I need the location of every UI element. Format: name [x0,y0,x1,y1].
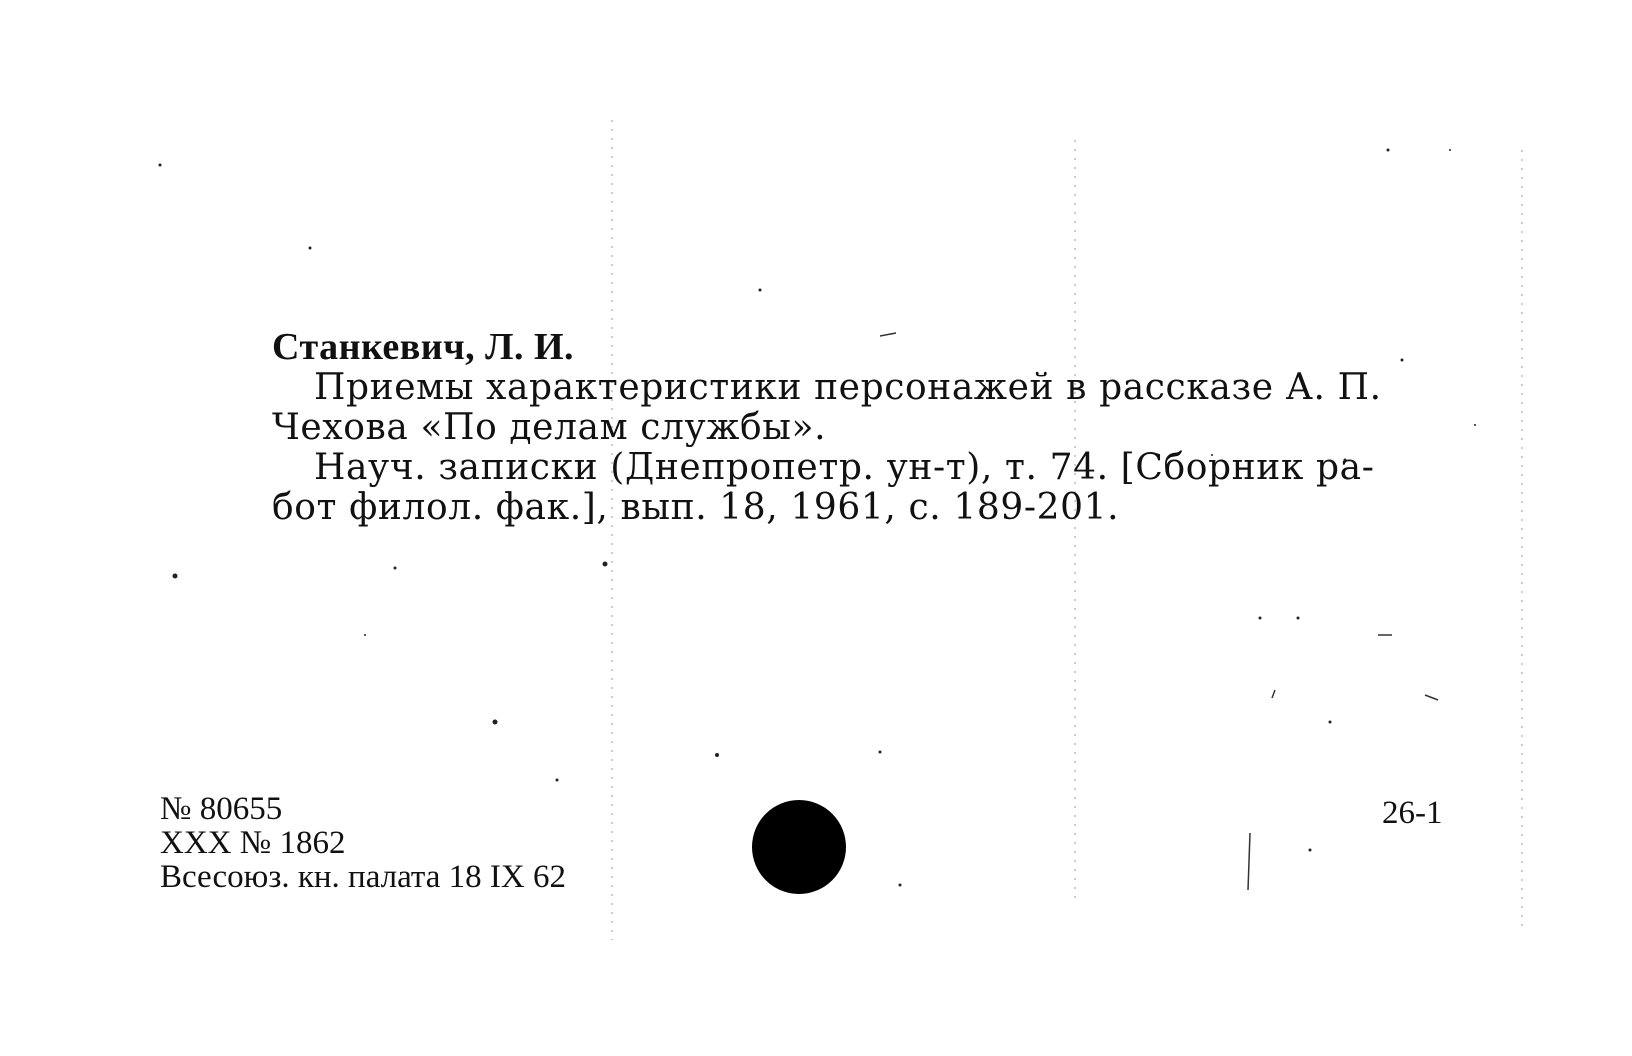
shelf-code: 26-1 [1382,795,1443,831]
source-line-1: Науч. записки (Днепропетр. ун-т), т. 74. [Сборник ра- [314,447,1375,488]
registry-number: № 80655 [160,791,283,827]
author-heading: Станкевич, Л. И. [272,326,574,368]
title-line-1: Приемы характеристики персонажей в рассказе А. П. [314,367,1382,408]
registration-info [160,792,566,894]
source-line-2: бот филол. фак.], вып. 18, 1961, с. 189-201. [272,487,1120,528]
bibliographic-entry [272,326,1472,528]
punch-hole [752,800,846,894]
series-number: XXX № 1862 [160,825,346,861]
title-line-2: Чехова «По делам службы». [272,407,827,448]
book-chamber-line: Всесоюз. кн. палата 18 IX 62 [160,859,566,895]
